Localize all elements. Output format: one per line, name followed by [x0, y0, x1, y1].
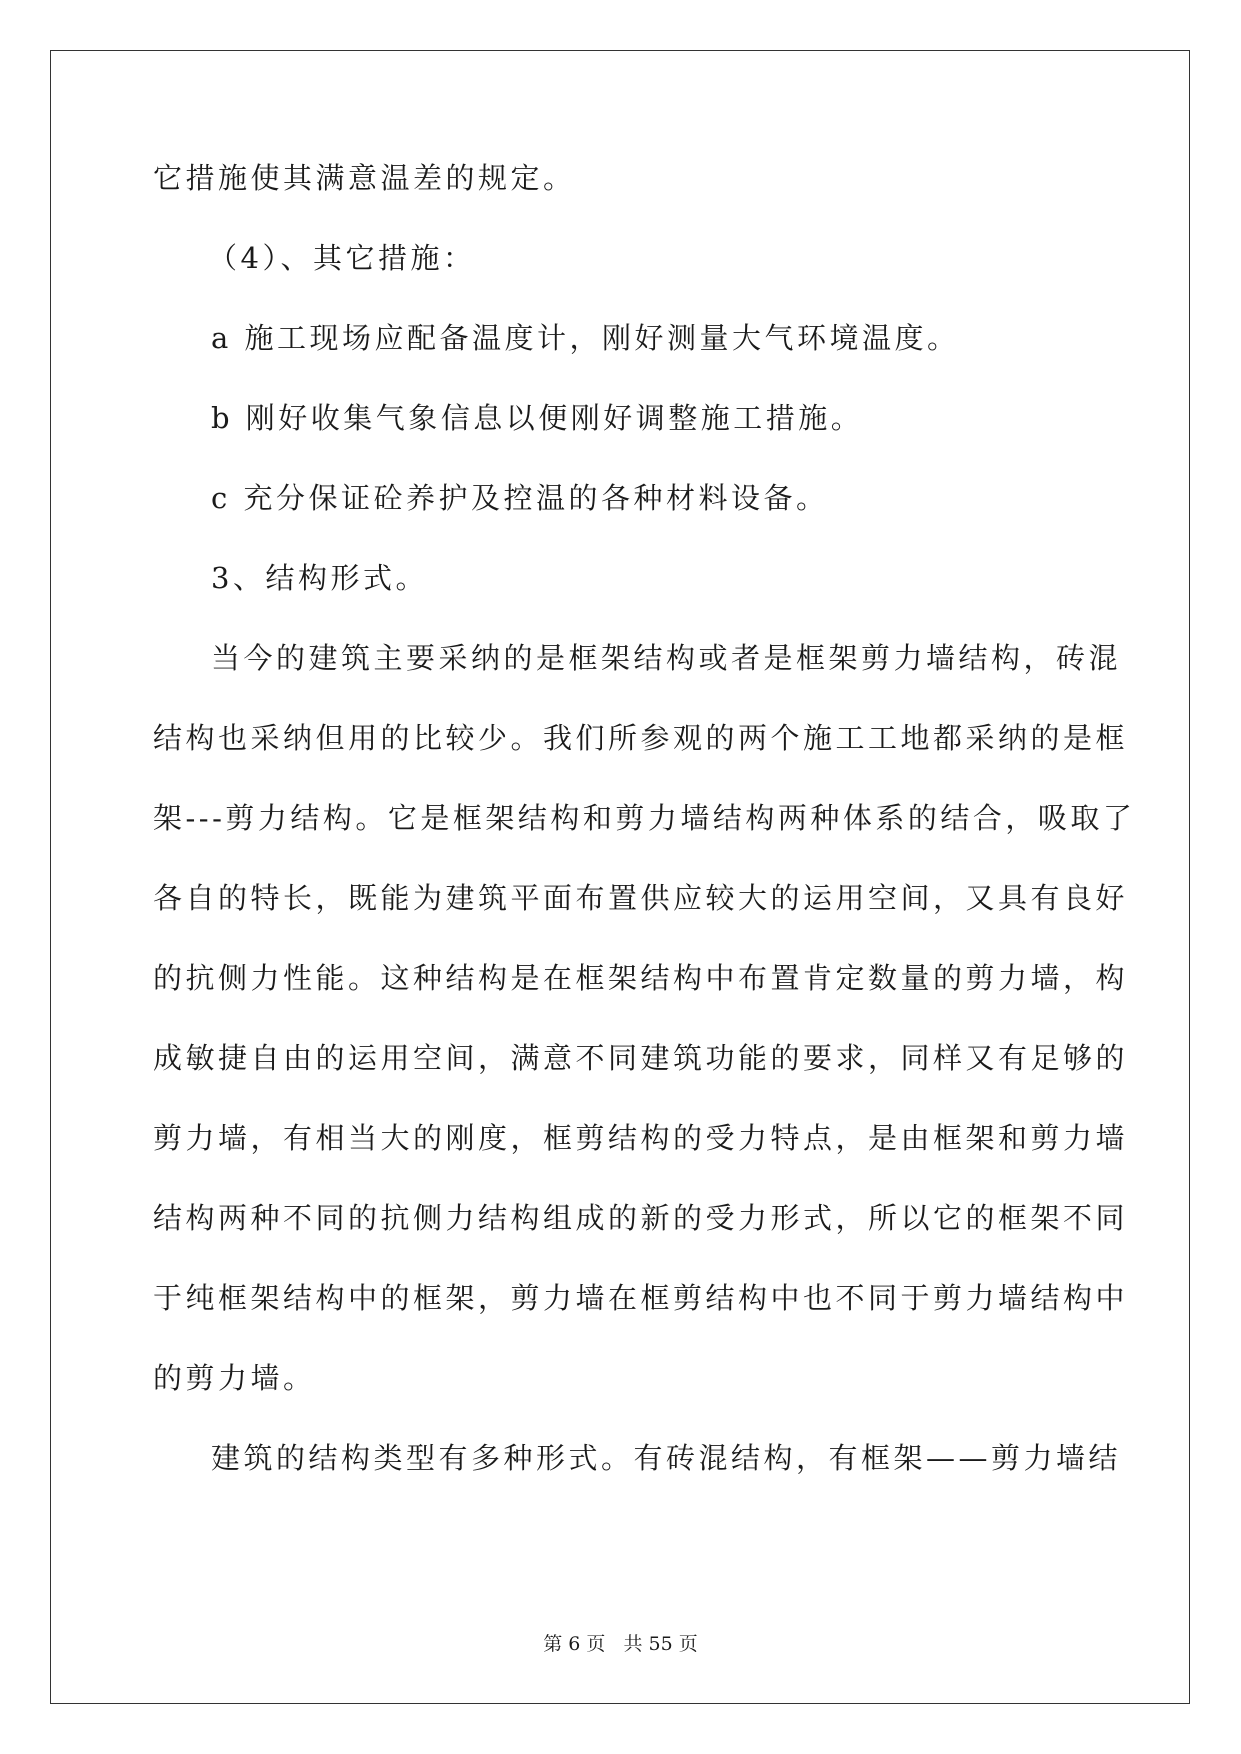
list-item: b 刚好收集气象信息以便刚好调整施工措施。 — [211, 401, 864, 435]
paragraph-line: 于纯框架结构中的框架，剪力墙在框剪结构中也不同于剪力墙结构中 — [153, 1281, 1129, 1315]
section-heading: （4）、其它措施： — [208, 241, 476, 275]
page-footer — [0, 1632, 1241, 1656]
paragraph-line: 结构也采纳但用的比较少。我们所参观的两个施工工地都采纳的是框 — [153, 721, 1129, 755]
paragraph-line: 当今的建筑主要采纳的是框架结构或者是框架剪力墙结构，砖混 — [211, 641, 1122, 675]
paragraph-line: 架---剪力结构。它是框架结构和剪力墙结构两种体系的结合，吸取了 — [153, 801, 1136, 835]
paragraph-line: 剪力墙，有相当大的刚度，框剪结构的受力特点，是由框架和剪力墙 — [153, 1121, 1129, 1155]
paragraph-line: 各自的特长，既能为建筑平面布置供应较大的运用空间，又具有良好 — [153, 881, 1129, 915]
text-line: 它措施使其满意温差的规定。 — [153, 161, 576, 195]
page-number: 第 6 页 — [543, 1633, 606, 1655]
paragraph-line: 成敏捷自由的运用空间，满意不同建筑功能的要求，同样又有足够的 — [153, 1041, 1129, 1075]
paragraph-line: 的抗侧力性能。这种结构是在框架结构中布置肯定数量的剪力墙，构 — [153, 961, 1129, 995]
section-heading: 3、结构形式。 — [211, 561, 428, 595]
paragraph-line: 结构两种不同的抗侧力结构组成的新的受力形式，所以它的框架不同 — [153, 1201, 1129, 1235]
page-total: 共 55 页 — [623, 1633, 698, 1655]
list-item: c 充分保证砼养护及控温的各种材料设备。 — [211, 481, 829, 515]
paragraph-line: 建筑的结构类型有多种形式。有砖混结构，有框架——剪力墙结 — [211, 1441, 1122, 1475]
paragraph-line: 的剪力墙。 — [153, 1361, 316, 1395]
list-item: a 施工现场应配备温度计，刚好测量大气环境温度。 — [211, 321, 960, 355]
